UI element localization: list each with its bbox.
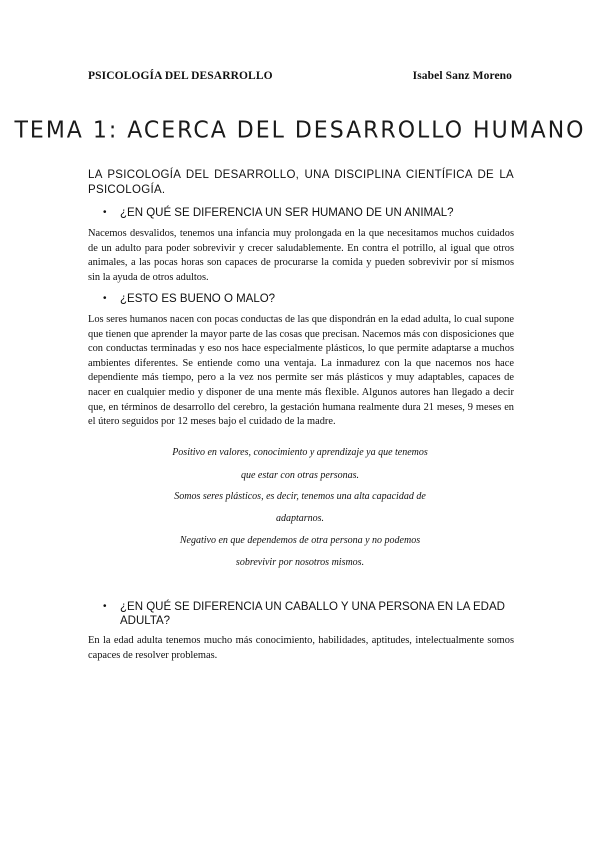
paragraph-2: Los seres humanos nacen con pocas conductas de las que dispondrán en la edad adulta, lo cual supone que tienen que aprender la mayor parte de las cosas que precisan. Nacemos más con disposiciones que con conductas terminadas y eso nos hace especialmente plásticos, lo que permite adaptarse a muchos ambientes diferentes. Se entiende como una ventaja. La inmadurez con la que nacemos nos hace dependiente más tiempo, pero a la vez nos permite ser más plásticos y muy adaptables, capaces de nacer en cualquier medio y disponer de una mente más flexible. Algunos autores han llegado a decir que, en términos de desarrollo del cerebro, la gestación humana realmente dura 21 meses, 9 meses en el útero seguidos por 12 meses bajo el cuidado de la madre. — [88, 314, 514, 428]
bullet-question-text: ¿EN QUÉ SE DIFERENCIA UN SER HUMANO DE UN ANIMAL? — [120, 207, 454, 219]
bullet-question-text: ¿EN QUÉ SE DIFERENCIA UN CABALLO Y UNA PERSONA EN LA EDAD ADULTA? — [120, 601, 505, 627]
paragraph-3: En la edad adulta tenemos mucho más conocimiento, habilidades, aptitudes, intelectualmente somos capaces de resolver problemas. — [88, 635, 514, 661]
quote-line: Negativo en que dependemos de otra persona y no podemos — [179, 535, 421, 546]
quote-line: que estar con otras personas. — [240, 470, 360, 481]
bullet-icon: • — [103, 601, 107, 612]
bullet-icon: • — [103, 207, 107, 218]
section-subtitle: LA PSICOLOGÍA DEL DESARROLLO, UNA DISCIPLINA CIENTÍFICA DE LA PSICOLOGÍA. — [88, 169, 514, 196]
quote-line: Positivo en valores, conocimiento y aprendizaje ya que tenemos — [172, 447, 428, 458]
header-course-title: PSICOLOGÍA DEL DESARROLLO — [88, 70, 273, 82]
bullet-icon: • — [103, 293, 107, 304]
paragraph-1: Nacemos desvalidos, tenemos una infancia muy prolongada en la que necesitamos muchos cuidados de un adulto para poder sobrevivir y crecer saludablemente. En contra el potrillo, al igual que otros animales, a las pocas horas son capaces de procurarse la comida y pueden sobrevivir por sí mismos sin la ayuda de otros adultos. — [88, 228, 514, 283]
bullet-question-2 — [103, 292, 513, 306]
bullet-question-3 — [103, 600, 513, 628]
quote-line: Somos seres plásticos, es decir, tenemos una alta capacidad de — [174, 491, 426, 502]
quote-line: adaptarnos. — [275, 513, 325, 524]
quote-line: sobrevivir por nosotros mismos. — [235, 557, 365, 568]
page-title: TEMA 1: ACERCA DEL DESARROLLO HUMANO — [14, 117, 586, 144]
bullet-question-1 — [103, 206, 513, 220]
header-author: Isabel Sanz Moreno — [412, 70, 512, 82]
bullet-question-text: ¿ESTO ES BUENO O MALO? — [120, 293, 276, 305]
